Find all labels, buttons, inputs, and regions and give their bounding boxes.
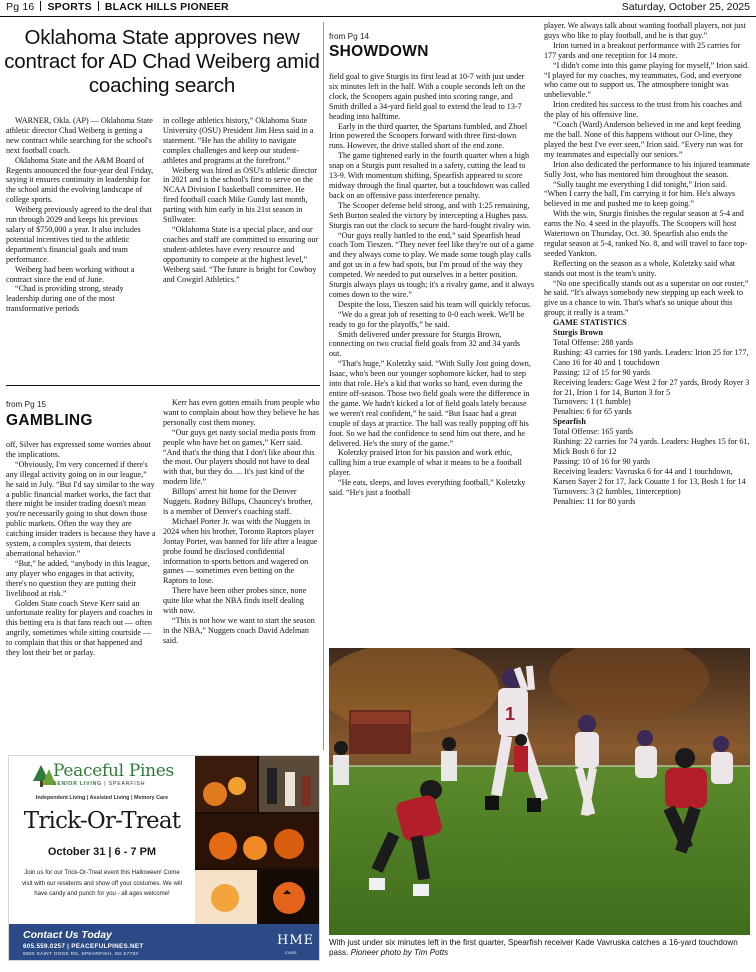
stats-line: Passing: 12 of 15 for 90 yards — [553, 367, 651, 377]
paragraph: Michael Porter Jr. was with the Nuggets in 2024 when his brother, Toronto Raptors player Jontay Porter, was banned for life after a league probe found he disclosed confidential information to sports bettors and wagered on games — sometimes even betting on the Raptors to lose. — [163, 516, 318, 586]
stats-line: Passing: 10 of 16 for 90 yards — [553, 456, 651, 466]
ad-text-panel — [9, 756, 195, 924]
stats-line: Total Offense: 288 yards — [553, 338, 633, 347]
paper-name: BLACK HILLS PIONEER — [104, 1, 229, 13]
paragraph: “Oklahoma State is a special place, and our coaches and staff are committed to ensuring our student-athletes have every resource and opportunity to compete at the highest level,” Weiberg said. “The future is bright for Cowboy and Cowgirl Athletics.” — [163, 224, 319, 284]
photo-caption-text: With just under six minutes left in the first quarter, Spearfish receiver Kade Vavruska catches a 16-yard touchdown pass. — [329, 938, 738, 957]
paragraph: Early in the third quarter, the Spartans fumbled, and Zhoel Irion powered the Scoopers forward with three first-down runs. However, the drive stalled short of the end zone. — [329, 121, 528, 151]
ad-date: October 31 | 6 - 7 PM — [47, 846, 157, 858]
osu-column-2 — [163, 116, 320, 284]
paragraph: Irion turned in a breakout performance with 25 carries for 177 yards and one reception for 14 more. — [544, 40, 741, 60]
stats-team-name: Sturgis Brown — [553, 328, 603, 338]
paragraph: Irion credited his success to the trust from his coaches and the play of his offensive line. — [544, 100, 742, 120]
paragraph: Weiberg had been working without a contract since the end of June. — [6, 264, 135, 284]
gambling-jump-from: from Pg 15 — [6, 400, 47, 409]
showdown-column-1 — [329, 72, 534, 498]
stats-line: Penalties: 6 for 65 yards — [553, 407, 632, 417]
stats-line: Rushing: 22 carries for 74 yards. Leaders: Hughes 15 for 61, Mick Bosh 6 for 12 — [553, 437, 750, 456]
osu-headline: Oklahoma State approves new contract for AD Chad Weiberg amid coaching search — [4, 26, 320, 97]
paragraph: “Sully taught me everything I did tonight,” Irion said. “When I carry the ball, I'm carrying it for him. He's always believed in me and pushed me to keep going.” — [544, 179, 736, 209]
paragraph: “Our guys get nasty social media posts from people who have bet on games,” Kerr said. “And that's the thing that I don't like about this the most. Our players should not have to deal with that, but they do. ... It's just kind of the modern life.” — [163, 427, 316, 487]
paragraph: “Our guys really battled to the end,” said Spearfish head coach Tom Tieszen. “They never feel like they're out of a game and they always come to play. We made some tough play calls and got us in a few bad spots, but I'm proud of the way they competed. We needed to put ourselves in a better position. Sturgis always plays us tough; it's a rivalry game, and it always comes down to the wire.” — [329, 230, 534, 299]
hme-logo-sub: CARE — [285, 951, 298, 955]
showdown-jump-from: from Pg 14 — [329, 32, 370, 41]
ad-address: 6800 SAINT ONGE RD, SPEARFISH, SD 57783 — [23, 952, 139, 957]
stats-line: Receiving leaders: Vavruska 6 for 44 and 1 touchdown, Karsen Sayer 2 for 17, Jack Couatte 1 for 13, Bosh 1 for 14 — [553, 466, 746, 486]
gambling-title: GAMBLING — [6, 412, 93, 429]
paragraph: With the win, Sturgis finishes the regular season at 5-4 and earns the No. 4 seed in the playoffs. The Scoopers will host Watertown on Thursday, Oct. 30. Spearfish also ends the regular season at 5-4, ranked No. 8, and will travel to face top-seeded Yankton. — [544, 209, 747, 258]
paragraph: Smith delivered under pressure for Sturgis Brown, connecting on two crucial field goals from 32 and 34 yards out. — [329, 329, 521, 359]
paragraph: Irion also dedicated the performance to his injured teammate Sully Jost, who has mentored him throughout the season. — [544, 159, 750, 179]
paragraph: WARNER, Okla. (AP) — Oklahoma State athletic director Chad Weiberg is getting a new contract while searching for the school's next football coach. — [6, 116, 153, 155]
svg-text:1: 1 — [505, 704, 516, 724]
ad-halloween-photos — [195, 756, 320, 924]
ad-sub-brand: SENIOR LIVING | SPEARFISH — [53, 781, 146, 787]
stats-line: Turnovers: 1 (1 fumble) — [553, 397, 631, 407]
football-photo — [329, 648, 750, 935]
stats-line: Receiving leaders: Gage West 2 for 27 yards, Brody Royer 3 for 21, Irion 1 for 14, Burton 3 for 5 — [553, 377, 750, 397]
photo-caption — [329, 938, 750, 958]
paragraph: player. We always talk about wanting football players, not just guys who like to play football, and he is that guy.” — [544, 21, 746, 40]
ad-title: Trick-Or-Treat — [23, 808, 181, 834]
paragraph: off, Silver has expressed some worries about the implications. — [6, 440, 151, 459]
paragraph: Weiberg previously agreed to the deal that run through 2029 and keeps his previous salary of $750,000 a year. It also includes potential incentives tied to the athletic department's financial goals and team performance. — [6, 205, 152, 264]
stats-team-name: Spearfish — [553, 417, 586, 427]
stats-heading: GAME STATISTICS — [553, 318, 627, 328]
ad-brand: Peaceful Pines — [53, 761, 174, 781]
paragraph: Reflecting on the season as a whole, Koletzky said what stands out most is the team's unity. — [544, 258, 736, 278]
column-separator — [323, 22, 324, 750]
paragraph: The game tightened early in the fourth quarter when a high snap on a Sturgis punt resulted in a safety, cutting the lead to 13-9. With momentum shifting, Spearfish appeared to score midway through the final quarter, but a touchdown was called back on an offensive pass interference penalty. — [329, 151, 530, 200]
paragraph: “That's huge,” Koletzky said. “With Sully Jost going down, Isaac, who's been our younger sophomore kicker, had to step into that role. He's a kid that works so hard, even during the entire off-season. Those two field goals were the difference in the game. We hadn't kicked a lot of field goals lately because we weren't real confident,” he said. “But Isaac had a great couple of days at practice. The ball was really popping off his foot. So we had the confidence to send him out there, and he delivered. He's the story of the game.” — [329, 359, 531, 448]
paragraph: “Coach (Ward) Anderson believed in me and kept feeding me the ball. None of this happens without our O-line, they played the best I've ever seen,” Irion said. “Every run was for my teammates and especially our seniors.” — [544, 120, 744, 159]
photo-credit: Pioneer photo by Tim Potts — [350, 948, 449, 957]
peaceful-pines-ad[interactable] — [8, 755, 320, 961]
paragraph: “Obviously, I'm very concerned if there's any illegal activity going on in our league,” he said in July. “But I'd say similar to the way a public financial market works, the fact that there might be insider trading doesn't mean you're necessarily going to shut down those public markets. Often the way they are catching insider traders is because they have a system, a complex system, that detects aberrational behavior.” — [6, 459, 156, 558]
paragraph: Kerr has even gotten emails from people who want to complain about how they believe he has personally cost them money. — [163, 398, 320, 427]
paragraph: The Scooper defense held strong, and with 1:25 remaining, Seth Burton sealed the victory by intercepting a Hughes pass. Sturgis ran out the clock to secure the hard-fought rivalry win. — [329, 200, 531, 230]
paragraph: Billups' arrest hit home for the Denver Nuggets. Rodney Billups, Chauncey's brother, is a member of Denver's coaching staff. — [163, 487, 313, 516]
paragraph: Weiberg was hired as OSU's athletic director in 2021 and is the school's first to serve on the NCAA Division I basketball committee. He fired football coach Mike Gundy last month, parting with him early in his 21st season in Stillwater. — [163, 165, 317, 225]
stats-line: Turnovers: 3 (2 fumbles, 1interception) — [553, 486, 681, 496]
paragraph: “We do a great job of resetting to 0-0 each week. We'll be ready to go for the playoffs,” he said. — [329, 309, 525, 329]
stats-line: Penalties: 11 for 80 yards — [553, 496, 636, 506]
stats-line: Total Offense: 165 yards — [553, 427, 633, 437]
ad-contact-heading: Contact Us Today — [23, 929, 112, 941]
section-divider — [6, 385, 320, 386]
paragraph: There have been other probes since, none quite like what the NBA finds itself dealing with now. — [163, 586, 307, 616]
gambling-column-2 — [163, 398, 320, 646]
showdown-column-2 — [544, 21, 750, 506]
paragraph: “Chad is providing strong, steady leadership during one of the most transformative periods — [6, 284, 124, 314]
section-name: SPORTS — [47, 1, 92, 13]
paragraph: “No one specifically stands out as a superstar on our roster,” he said. “It's always somebody new stepping up each week to give us a chance to win. That's what's so unique about this group; it really is a team.” — [544, 278, 749, 318]
paragraph: Golden State coach Steve Kerr said an unfortunate reality for players and coaches in this betting era is that fans reach out — often angrily, sometimes while sitting courtside — to complain that this or that happened and they lost their bet or parlay. — [6, 598, 153, 658]
ad-tagline: Independent Living | Assisted Living | Memory Care — [35, 795, 169, 801]
ad-body: Join us for our Trick-Or-Treat event this Halloween! Come visit with our residents and show off your costumes. We will have candy and punch for you - all ages welcome! — [22, 869, 182, 897]
paragraph: in college athletics history,” Oklahoma State University (OSU) President Jim Hess said in a statement. “He has the ability to navigate complex challenges and keep our student-athletes and programs at the forefront.” — [163, 116, 314, 165]
paragraph: “He eats, sleeps, and loves everything football,” Koletzky said. “He's just a football — [329, 478, 526, 498]
game-statistics — [544, 318, 750, 506]
page-number: Pg 16 — [6, 1, 35, 13]
paragraph: Oklahoma State and the A&M Board of Regents announced the four-year deal Friday, saying it ensures continuity in leadership for the school amid the evolving landscape of college sports. — [6, 155, 154, 205]
paragraph: “I didn't come into this game playing for myself,” Irion said. “I played for my coaches, my teammates, God, and everyone who came out to support us. The atmosphere tonight was unbelievable.” — [544, 60, 750, 100]
stats-line: Rushing: 43 carries for 198 yards. Leaders: Irion 25 for 177, Cano 16 for 40 and 1 touchdown — [553, 347, 749, 367]
paragraph: “This is not how we want to start the season in the NBA,” Nuggets coach David Adelman said. — [163, 615, 315, 645]
paragraph: field goal to give Sturgis its first lead at 10-7 with just under six minutes left in the half. With a couple seconds left on the clock, the Scoopers again pushed into scoring range, and Smith drilled a 34-yard field goal to extend the lead to 13-7 heading into halftime. — [329, 72, 526, 121]
showdown-title: SHOWDOWN — [329, 43, 429, 60]
ad-contact-footer — [9, 924, 320, 961]
paragraph: “But,” he added, “anybody in this league, any player who engages in that activity, there's no question they are putting their livelihood at risk.” — [6, 558, 150, 598]
issue-date: Saturday, October 25, 2025 — [621, 1, 750, 13]
gambling-column-1 — [6, 440, 156, 658]
osu-column-1 — [6, 116, 156, 314]
paragraph: Despite the loss, Tieszen said his team will quickly refocus. — [338, 299, 532, 309]
hme-logo: HME — [277, 933, 315, 948]
ad-phone-web: 605.559.0257 | PEACEFULPINES.NET — [23, 943, 144, 950]
paragraph: Koletzky praised Irion for his passion and work ethic, calling him a true example of what it means to be a football player. — [329, 448, 522, 478]
header-left — [6, 1, 229, 13]
